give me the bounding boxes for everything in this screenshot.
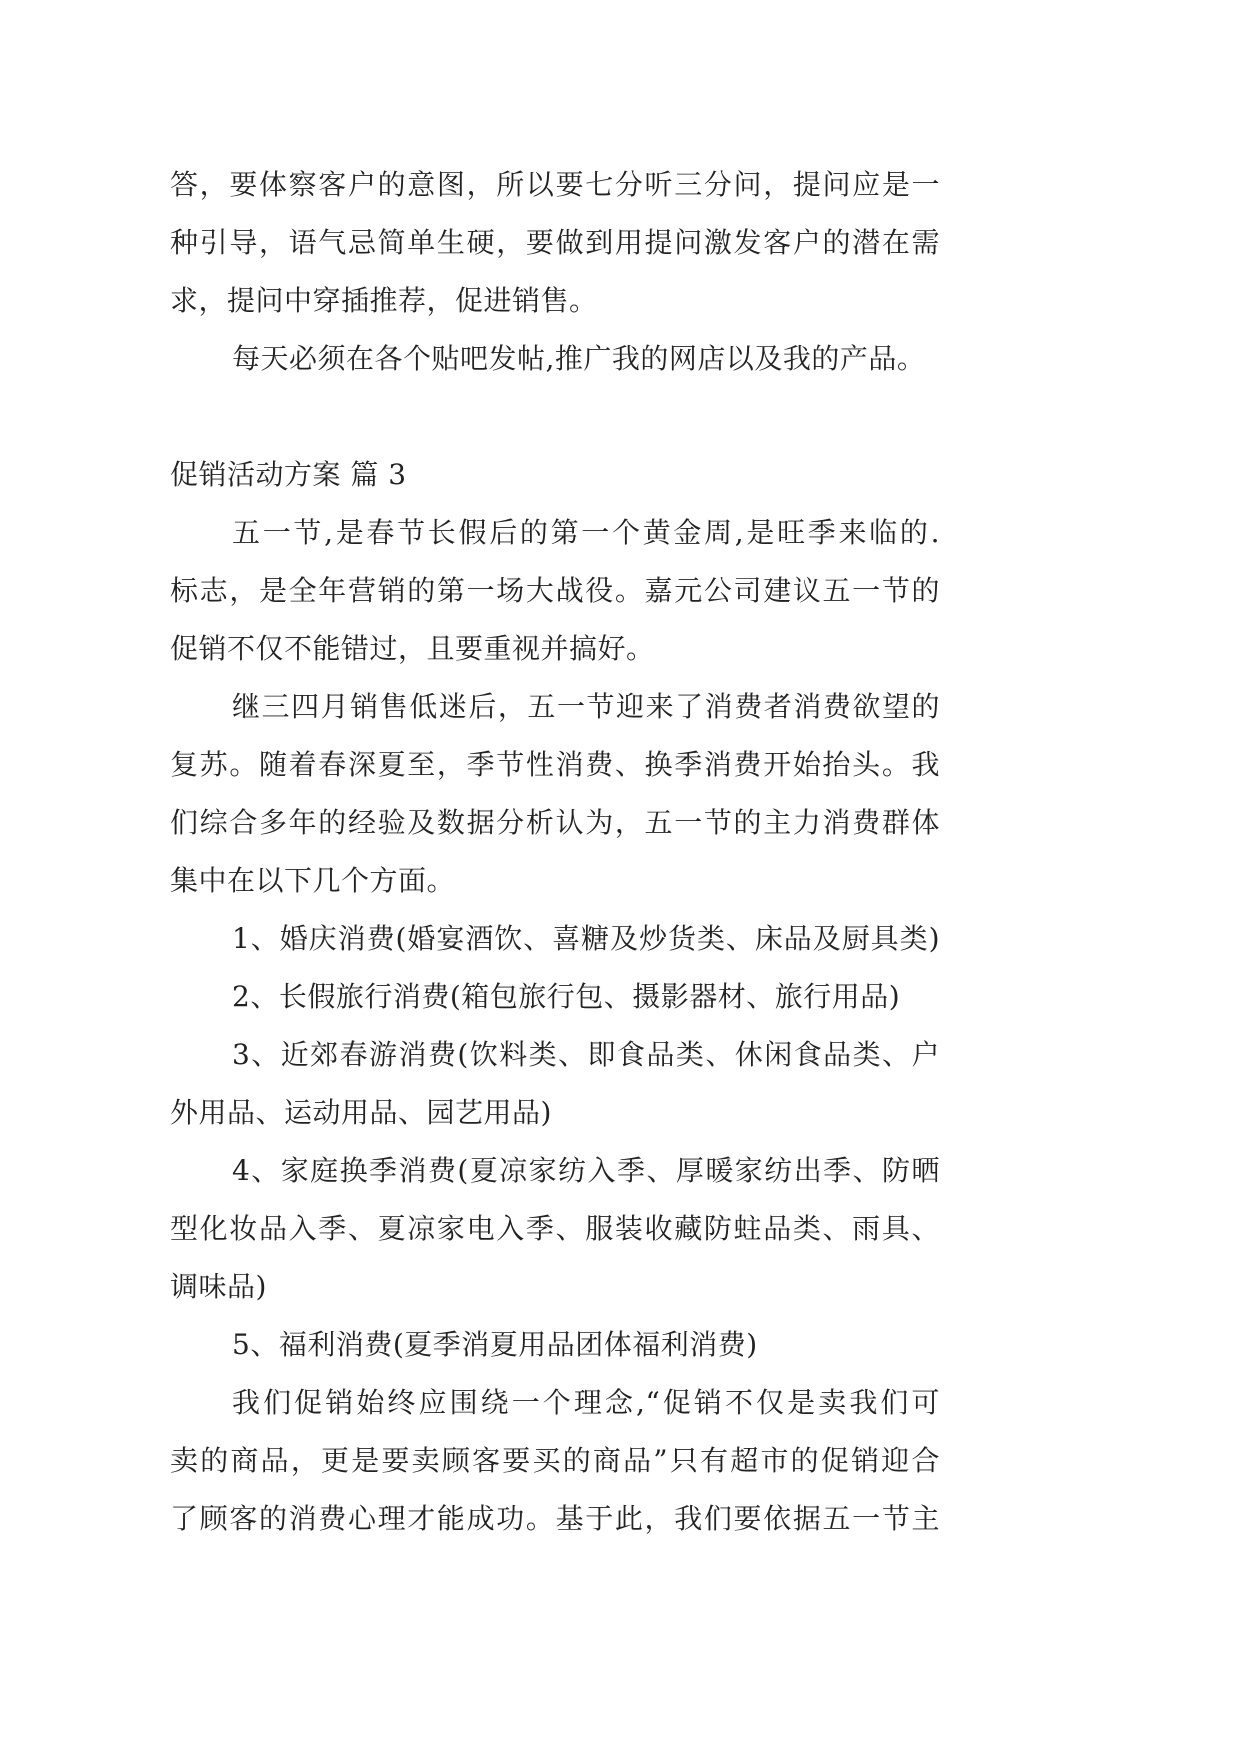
list-item xyxy=(170,1316,940,1374)
text-line: 4、家庭换季消费(夏凉家纺入季、厚暖家纺出季、防晒 xyxy=(232,1154,940,1187)
list-item xyxy=(170,910,940,968)
section-heading: 促销活动方案 篇 3 xyxy=(170,458,407,491)
text-line: 促销不仅不能错过，且要重视并搞好。 xyxy=(170,632,655,665)
text-line: 调味品) xyxy=(170,1270,267,1303)
text-line: 五一节,是春节长假后的第一个黄金周,是旺季来临的. xyxy=(232,516,940,549)
paragraph xyxy=(170,330,940,388)
list-item xyxy=(170,1026,940,1142)
text-line: 们综合多年的经验及数据分析认为，五一节的主力消费群体 xyxy=(170,806,940,839)
paragraph xyxy=(170,504,940,678)
text-line: 5、福利消费(夏季消夏用品团体福利消费) xyxy=(232,1328,758,1361)
list-item xyxy=(170,968,940,1026)
text-line: 我们促销始终应围绕一个理念,“促销不仅是卖我们可 xyxy=(232,1386,940,1419)
text-line: 标志，是全年营销的第一场大战役。嘉元公司建议五一节的 xyxy=(170,574,940,607)
paragraph xyxy=(170,678,940,910)
text-line: 集中在以下几个方面。 xyxy=(170,864,456,897)
text-line: 2、长假旅行消费(箱包旅行包、摄影器材、旅行用品) xyxy=(232,980,901,1013)
text-line: 继三四月销售低迷后，五一节迎来了消费者消费欲望的 xyxy=(232,690,940,723)
text-line: 型化妆品入季、夏凉家电入季、服装收藏防蛀品类、雨具、 xyxy=(170,1212,940,1245)
text-line: 每天必须在各个贴吧发帖,推广我的网店以及我的产品。 xyxy=(232,342,926,375)
text-line: 了顾客的消费心理才能成功。基于此，我们要依据五一节主 xyxy=(170,1502,940,1535)
text-line: 外用品、运动用品、园艺用品) xyxy=(170,1096,552,1129)
list-item xyxy=(170,1142,940,1316)
text-line: 3、近郊春游消费(饮料类、即食品类、休闲食品类、户 xyxy=(232,1038,940,1071)
text-line: 答，要体察客户的意图，所以要七分听三分问，提问应是一 xyxy=(170,168,940,201)
document-body xyxy=(170,156,940,1548)
spacer xyxy=(170,388,940,446)
paragraph xyxy=(170,156,940,330)
text-line: 种引导，语气忌简单生硬，要做到用提问激发客户的潜在需 xyxy=(170,226,940,259)
text-line: 复苏。随着春深夏至，季节性消费、换季消费开始抬头。我 xyxy=(170,748,940,781)
paragraph xyxy=(170,1374,940,1548)
text-line: 卖的商品，更是要卖顾客要买的商品”只有超市的促销迎合 xyxy=(170,1444,940,1477)
text-line: 求，提问中穿插推荐，促进销售。 xyxy=(170,284,598,317)
text-line: 1、婚庆消费(婚宴酒饮、喜糖及炒货类、床品及厨具类) xyxy=(232,922,940,955)
